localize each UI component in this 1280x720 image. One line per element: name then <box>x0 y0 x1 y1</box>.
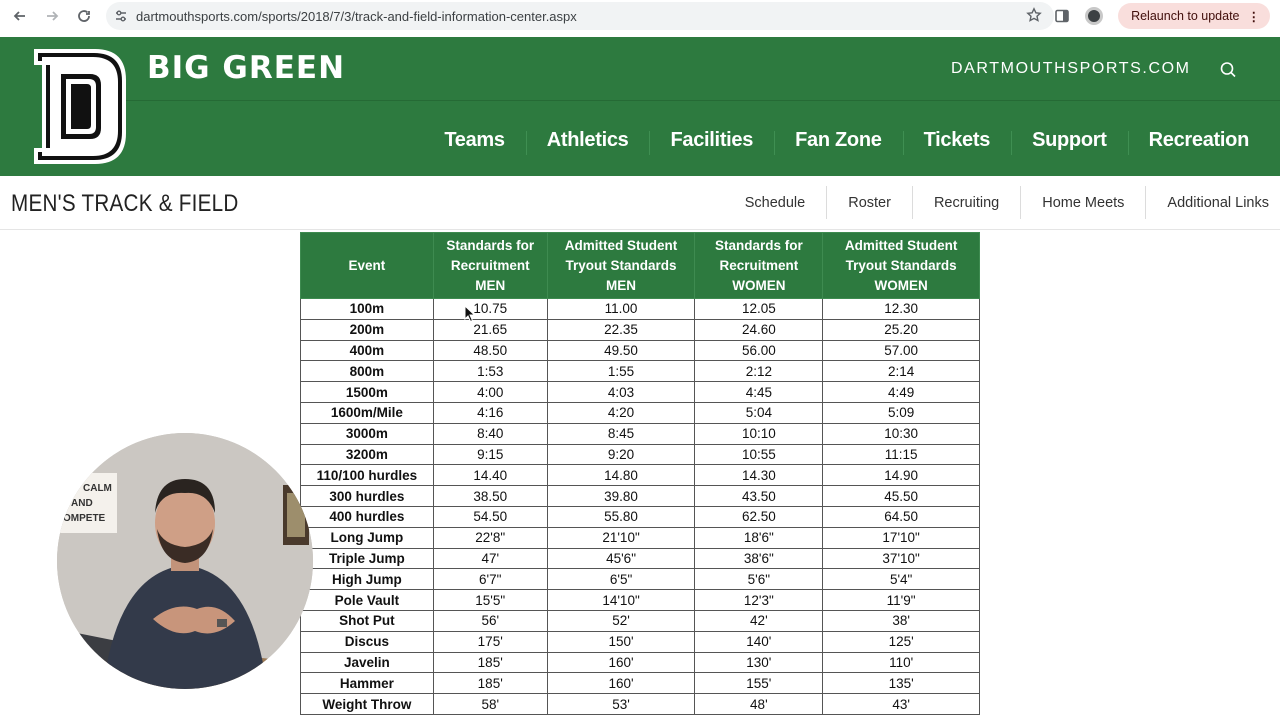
table-row <box>301 652 980 673</box>
address-bar[interactable] <box>106 2 1054 30</box>
event-cell: 3000m <box>301 423 434 444</box>
event-cell: 300 hurdles <box>301 486 434 507</box>
standard-cell: 5'4" <box>823 569 980 590</box>
table-row <box>301 465 980 486</box>
relaunch-label: Relaunch to update <box>1131 9 1240 23</box>
standard-cell: 48.50 <box>433 340 547 361</box>
table-header-row <box>301 233 980 299</box>
profile-avatar-icon[interactable] <box>1078 0 1110 32</box>
table-row <box>301 423 980 444</box>
table-row <box>301 694 980 715</box>
standard-cell: 42' <box>695 610 823 631</box>
standard-cell: 43' <box>823 694 980 715</box>
standard-cell: 14.80 <box>547 465 695 486</box>
event-cell: 800m <box>301 361 434 382</box>
dartmouth-d-logo[interactable] <box>33 48 127 165</box>
standard-cell: 11:15 <box>823 444 980 465</box>
standard-cell: 4:16 <box>433 402 547 423</box>
standard-cell: 12.05 <box>695 299 823 320</box>
standard-cell: 14.40 <box>433 465 547 486</box>
standard-cell: 8:45 <box>547 423 695 444</box>
standard-cell: 4:00 <box>433 382 547 403</box>
nav-item-facilities[interactable]: Facilities <box>649 129 774 152</box>
standard-cell: 25.20 <box>823 319 980 340</box>
standard-cell: 38' <box>823 610 980 631</box>
standard-cell: 10:30 <box>823 423 980 444</box>
sign-line-2: AND <box>71 498 93 509</box>
standard-cell: 38'6" <box>695 548 823 569</box>
search-icon[interactable] <box>1216 58 1240 82</box>
standard-cell: 130' <box>695 652 823 673</box>
table-row <box>301 506 980 527</box>
event-cell: Discus <box>301 631 434 652</box>
standard-cell: 52' <box>547 610 695 631</box>
standard-cell: 9:15 <box>433 444 547 465</box>
table-row <box>301 340 980 361</box>
standard-cell: 17'10" <box>823 527 980 548</box>
standard-cell: 5'6" <box>695 569 823 590</box>
standard-cell: 1:53 <box>433 361 547 382</box>
table-row <box>301 673 980 694</box>
standard-cell: 56.00 <box>695 340 823 361</box>
sport-nav-roster[interactable]: Roster <box>826 186 912 219</box>
standard-cell: 55.80 <box>547 506 695 527</box>
event-cell: 400m <box>301 340 434 361</box>
table-row <box>301 361 980 382</box>
table-row <box>301 444 980 465</box>
standard-cell: 8:40 <box>433 423 547 444</box>
nav-item-fan-zone[interactable]: Fan Zone <box>774 129 903 152</box>
table-row <box>301 548 980 569</box>
sport-nav-recruiting[interactable]: Recruiting <box>912 186 1020 219</box>
standard-cell: 2:14 <box>823 361 980 382</box>
standard-cell: 11.00 <box>547 299 695 320</box>
standard-cell: 6'5" <box>547 569 695 590</box>
event-cell: 3200m <box>301 444 434 465</box>
standard-cell: 10:10 <box>695 423 823 444</box>
standard-cell: 14.30 <box>695 465 823 486</box>
event-cell: Hammer <box>301 673 434 694</box>
standard-cell: 58' <box>433 694 547 715</box>
standard-cell: 185' <box>433 652 547 673</box>
standard-cell: 48' <box>695 694 823 715</box>
standard-cell: 135' <box>823 673 980 694</box>
standard-cell: 5:09 <box>823 402 980 423</box>
reload-icon[interactable] <box>68 0 100 32</box>
nav-item-recreation[interactable]: Recreation <box>1128 129 1270 152</box>
standard-cell: 10:55 <box>695 444 823 465</box>
table-row <box>301 631 980 652</box>
standard-cell: 14.90 <box>823 465 980 486</box>
bookmark-star-icon[interactable] <box>1026 7 1042 28</box>
brand-name[interactable]: BIG GREEN <box>147 50 346 86</box>
event-cell: 400 hurdles <box>301 506 434 527</box>
standard-cell: 21'10" <box>547 527 695 548</box>
table-row <box>301 527 980 548</box>
standard-cell: 53' <box>547 694 695 715</box>
standards-table <box>300 232 980 715</box>
site-header <box>0 37 1280 176</box>
standard-cell: 45'6" <box>547 548 695 569</box>
presenter-video <box>57 433 313 689</box>
event-cell: 1500m <box>301 382 434 403</box>
event-cell: Pole Vault <box>301 590 434 611</box>
standard-cell: 150' <box>547 631 695 652</box>
standard-cell: 38.50 <box>433 486 547 507</box>
event-cell: 200m <box>301 319 434 340</box>
standard-cell: 155' <box>695 673 823 694</box>
standard-cell: 4:49 <box>823 382 980 403</box>
standard-cell: 6'7" <box>433 569 547 590</box>
sport-nav <box>724 186 1280 219</box>
standard-cell: 140' <box>695 631 823 652</box>
sign-line-3: OMPETE <box>63 513 106 524</box>
forward-arrow-icon[interactable] <box>36 0 68 32</box>
standard-cell: 110' <box>823 652 980 673</box>
standard-cell: 21.65 <box>433 319 547 340</box>
standard-cell: 22.35 <box>547 319 695 340</box>
mouse-cursor-icon <box>464 305 476 323</box>
table-row <box>301 486 980 507</box>
header-recruit-women: Standards for Recruitment WOMEN <box>695 233 823 299</box>
header-event: Event <box>301 233 434 299</box>
url-text[interactable]: dartmouthsports.com/sports/2018/7/3/track-and-field-information-center.aspx <box>136 8 577 24</box>
nav-item-teams[interactable]: Teams <box>444 128 505 151</box>
standard-cell: 2:12 <box>695 361 823 382</box>
sport-subheader <box>0 176 1280 230</box>
nav-item-support[interactable]: Support <box>1011 129 1128 152</box>
standard-cell: 22'8" <box>433 527 547 548</box>
table-body <box>301 299 980 715</box>
standard-cell: 4:45 <box>695 382 823 403</box>
standard-cell: 12'3" <box>695 590 823 611</box>
event-cell: 100m <box>301 299 434 320</box>
sport-nav-additional-links[interactable]: Additional Links <box>1145 186 1280 219</box>
table-row <box>301 610 980 631</box>
event-cell: Long Jump <box>301 527 434 548</box>
side-panel-icon[interactable] <box>1046 0 1078 32</box>
sign-line-1: CALM <box>83 483 112 494</box>
standard-cell: 1:55 <box>547 361 695 382</box>
standard-cell: 5:04 <box>695 402 823 423</box>
table-row <box>301 569 980 590</box>
event-cell: 110/100 hurdles <box>301 465 434 486</box>
standard-cell: 18'6" <box>695 527 823 548</box>
standard-cell: 39.80 <box>547 486 695 507</box>
standard-cell: 10.75 <box>433 299 547 320</box>
standard-cell: 62.50 <box>695 506 823 527</box>
nav-item-athletics[interactable]: Athletics <box>526 129 650 152</box>
sport-nav-home-meets[interactable]: Home Meets <box>1020 186 1145 219</box>
table-row <box>301 382 980 403</box>
standard-cell: 14'10" <box>547 590 695 611</box>
event-cell: Shot Put <box>301 610 434 631</box>
standard-cell: 24.60 <box>695 319 823 340</box>
standard-cell: 64.50 <box>823 506 980 527</box>
event-cell: Triple Jump <box>301 548 434 569</box>
standard-cell: 11'9" <box>823 590 980 611</box>
header-tryout-women: Admitted Student Tryout Standards WOMEN <box>823 233 980 299</box>
standard-cell: 175' <box>433 631 547 652</box>
site-settings-icon[interactable] <box>106 8 136 24</box>
site-link[interactable]: DARTMOUTHSPORTS.COM <box>951 60 1191 77</box>
table-row <box>301 402 980 423</box>
sport-nav-schedule[interactable]: Schedule <box>744 194 806 211</box>
back-arrow-icon[interactable] <box>4 0 36 32</box>
standard-cell: 45.50 <box>823 486 980 507</box>
main-nav <box>423 125 1270 155</box>
table-row <box>301 319 980 340</box>
standard-cell: 49.50 <box>547 340 695 361</box>
relaunch-button[interactable] <box>1118 3 1270 29</box>
table-row <box>301 590 980 611</box>
standard-cell: 12.30 <box>823 299 980 320</box>
standard-cell: 160' <box>547 673 695 694</box>
event-cell: Javelin <box>301 652 434 673</box>
nav-item-tickets[interactable]: Tickets <box>903 129 1011 152</box>
standard-cell: 4:03 <box>547 382 695 403</box>
standard-cell: 125' <box>823 631 980 652</box>
event-cell: Weight Throw <box>301 694 434 715</box>
standard-cell: 4:20 <box>547 402 695 423</box>
table-row <box>301 299 980 320</box>
event-cell: 1600m/Mile <box>301 402 434 423</box>
standard-cell: 57.00 <box>823 340 980 361</box>
standard-cell: 9:20 <box>547 444 695 465</box>
header-divider <box>125 100 1280 101</box>
event-cell: High Jump <box>301 569 434 590</box>
sport-title[interactable]: MEN'S TRACK & FIELD <box>11 190 239 217</box>
standard-cell: 47' <box>433 548 547 569</box>
standard-cell: 37'10" <box>823 548 980 569</box>
more-menu-icon: ⋮ <box>1247 9 1260 24</box>
standard-cell: 160' <box>547 652 695 673</box>
header-tryout-men: Admitted Student Tryout Standards MEN <box>547 233 695 299</box>
header-recruit-men: Standards for Recruitment MEN <box>433 233 547 299</box>
standard-cell: 56' <box>433 610 547 631</box>
standard-cell: 15'5" <box>433 590 547 611</box>
browser-toolbar <box>0 0 1280 32</box>
standard-cell: 54.50 <box>433 506 547 527</box>
standard-cell: 43.50 <box>695 486 823 507</box>
standard-cell: 185' <box>433 673 547 694</box>
webcam-overlay <box>57 433 313 689</box>
